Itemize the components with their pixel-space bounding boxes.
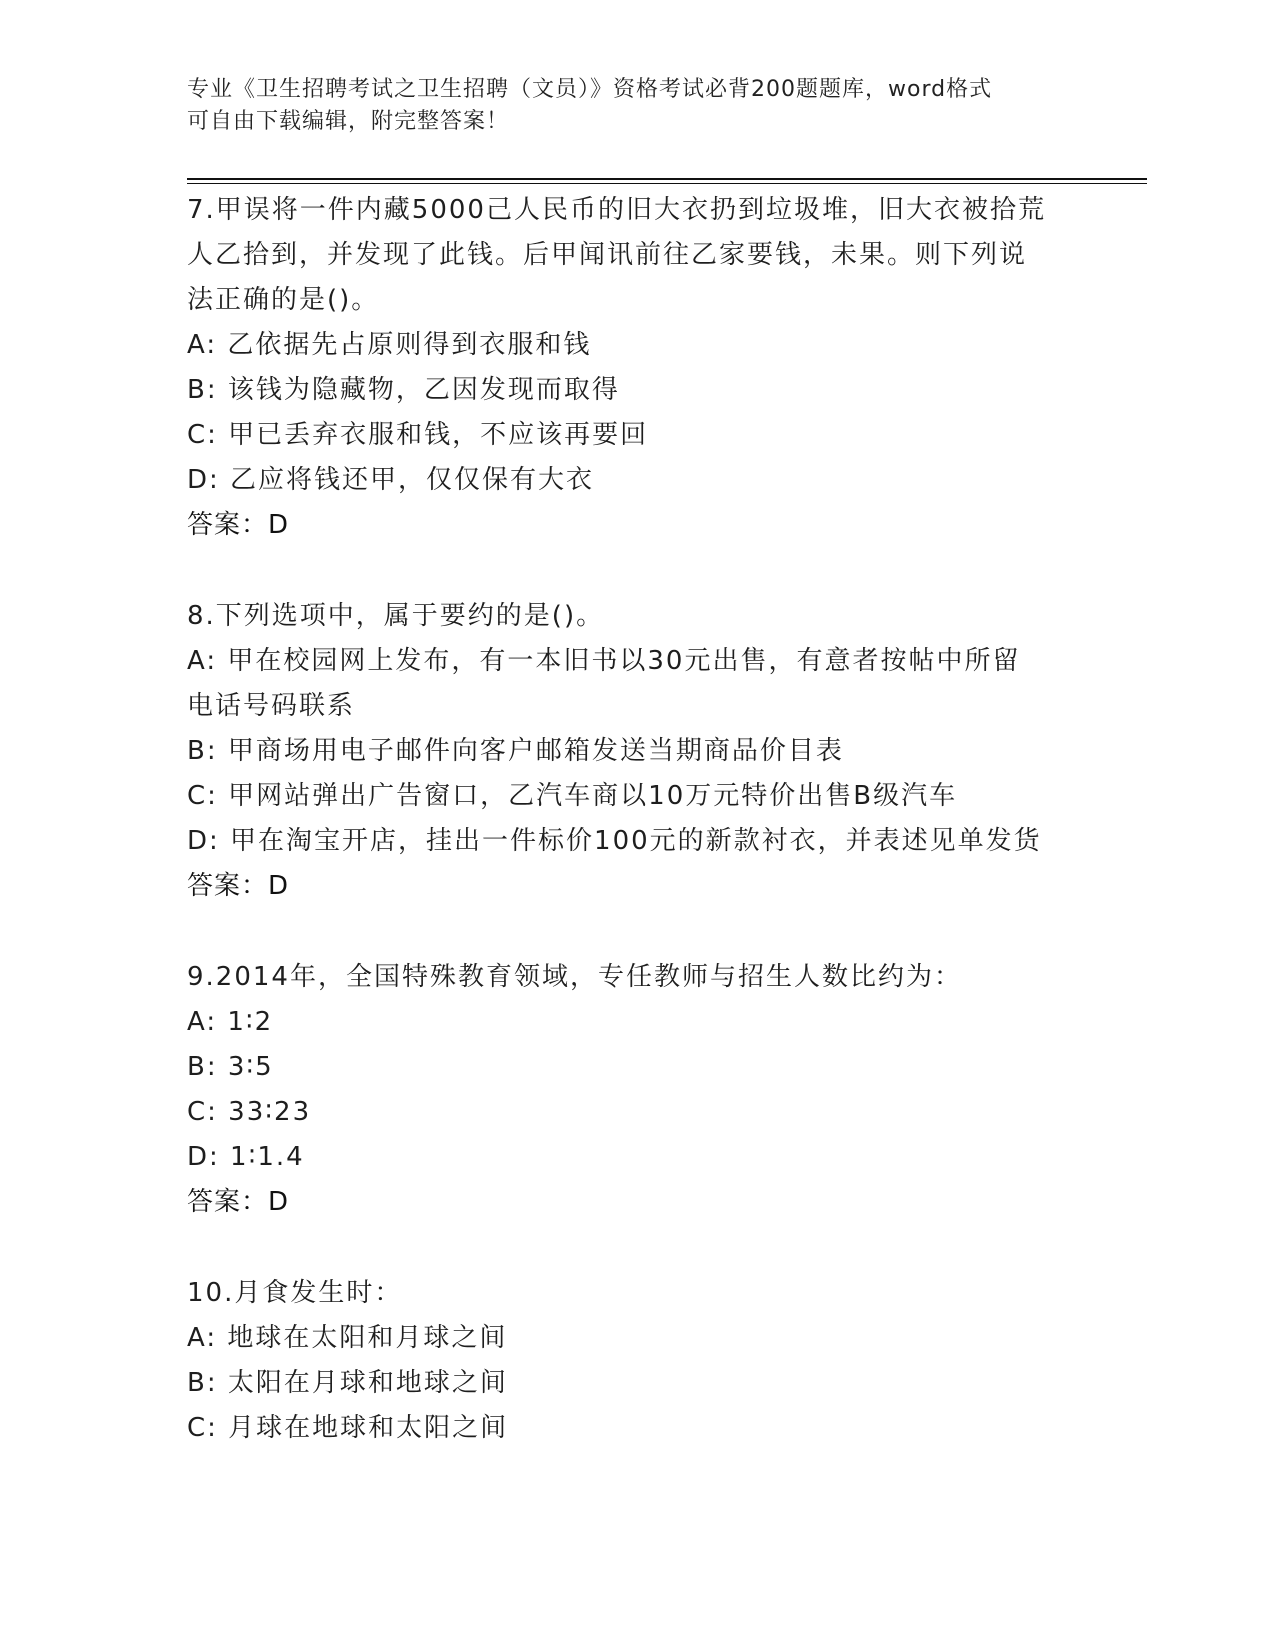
- answer-option: C: 月球在地球和太阳之间: [187, 1413, 509, 1443]
- header-line-1: 专业《卫生招聘考试之卫生招聘（文员）》资格考试必背200题题库，word格式: [187, 77, 993, 102]
- answer-option: D: 1∶1.4: [187, 1142, 305, 1172]
- document-header: [187, 74, 1067, 138]
- header-divider-thin: [187, 183, 1147, 184]
- question-list: [187, 188, 1127, 1497]
- question-stem-line: 7.甲误将一件内藏5000己人民币的旧大衣扔到垃圾堆，旧大衣被拾荒: [187, 195, 1046, 225]
- answer-option: D: 甲在淘宝开店，挂出一件标价100元的新款衬衣，并表述见单发货: [187, 826, 1042, 856]
- question-stem-line: 9.2014年，全国特殊教育领域，专任教师与招生人数比约为：: [187, 962, 962, 992]
- answer-option: A: 地球在太阳和月球之间: [187, 1323, 508, 1353]
- answer-option: 电话号码联系: [187, 691, 356, 721]
- answer-key: 答案：D: [187, 871, 290, 901]
- question-stem-line: 10.月食发生时：: [187, 1278, 403, 1308]
- answer-option: A: 甲在校园网上发布，有一本旧书以30元出售，有意者按帖中所留: [187, 646, 1021, 676]
- answer-option: C: 甲已丢弃衣服和钱，不应该再要回: [187, 420, 649, 450]
- answer-option: A: 乙依据先占原则得到衣服和钱: [187, 330, 592, 360]
- answer-option: B: 太阳在月球和地球之间: [187, 1368, 508, 1398]
- answer-option: A: 1∶2: [187, 1007, 274, 1037]
- header-divider-thick: [187, 178, 1147, 180]
- answer-key: 答案：D: [187, 510, 290, 540]
- answer-option: B: 3∶5: [187, 1052, 274, 1082]
- question-stem-line: 人乙拾到，并发现了此钱。后甲闻讯前往乙家要钱，未果。则下列说: [187, 240, 1028, 270]
- answer-option: C: 33∶23: [187, 1097, 312, 1127]
- question-3: [187, 955, 1127, 1225]
- question-stem-line: 法正确的是()。: [187, 285, 380, 315]
- answer-option: B: 该钱为隐藏物，乙因发现而取得: [187, 375, 620, 405]
- question-1: [187, 188, 1127, 548]
- header-line-2: 可自由下载编辑，附完整答案！: [187, 109, 510, 134]
- answer-option: D: 乙应将钱还甲，仅仅保有大衣: [187, 465, 595, 495]
- question-stem-line: 8.下列选项中，属于要约的是()。: [187, 601, 605, 631]
- answer-option: C: 甲网站弹出广告窗口，乙汽车商以10万元特价出售B级汽车: [187, 781, 958, 811]
- answer-option: B: 甲商场用电子邮件向客户邮箱发送当期商品价目表: [187, 736, 844, 766]
- question-2: [187, 594, 1127, 909]
- question-4: [187, 1271, 1127, 1451]
- answer-key: 答案：D: [187, 1187, 290, 1217]
